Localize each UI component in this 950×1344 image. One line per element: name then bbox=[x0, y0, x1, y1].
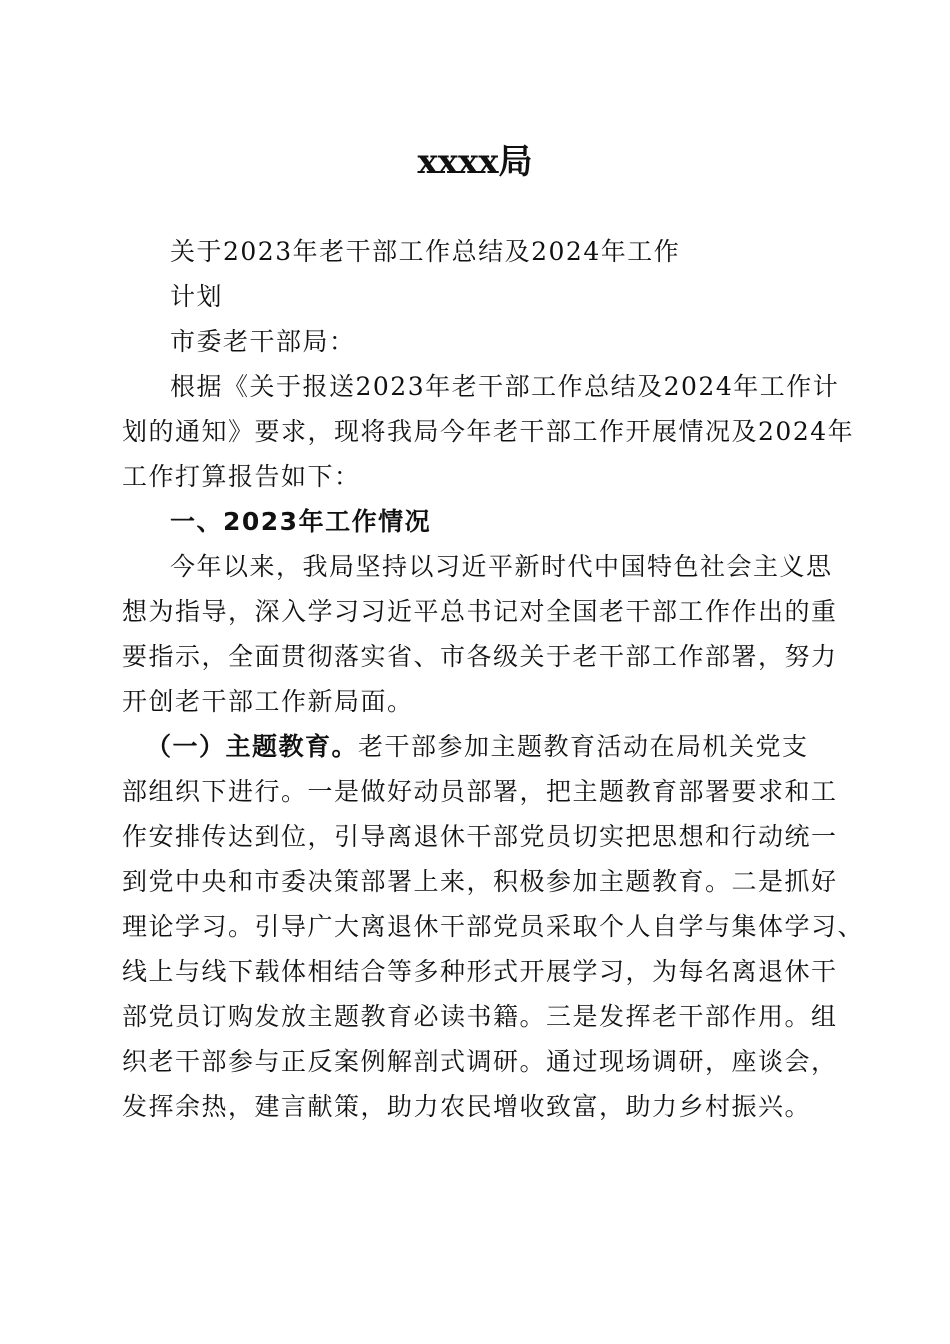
intro-line-2: 划的通知》要求，现将我局今年老干部工作开展情况及2024年 bbox=[122, 417, 855, 446]
intro-line-1: 根据《关于报送2023年老干部工作总结及2024年工作计 bbox=[170, 372, 840, 401]
sub-para-line-1 bbox=[146, 731, 809, 763]
section-para-line-2: 想为指导，深入学习习近平总书记对全国老干部工作作出的重 bbox=[122, 597, 838, 626]
sub-para-line-5: 理论学习。引导广大离退休干部党员采取个人自学与集体学习、 bbox=[122, 912, 865, 941]
sub-heading: （一）主题教育。 bbox=[146, 732, 359, 761]
section-para-line-4: 开创老干部工作新局面。 bbox=[122, 687, 414, 716]
section-para-line-3: 要指示，全面贯彻落实省、市各级关于老干部工作部署，努力 bbox=[122, 642, 838, 671]
section-para-line-1: 今年以来，我局坚持以习近平新时代中国特色社会主义思 bbox=[170, 552, 833, 581]
sub-para-line-7: 部党员订购发放主题教育必读书籍。三是发挥老干部作用。组 bbox=[122, 1002, 838, 1031]
subject-line-1: 关于2023年老干部工作总结及2024年工作 bbox=[170, 237, 681, 266]
sub-para-line-8: 织老干部参与正反案例解剖式调研。通过现场调研，座谈会， bbox=[122, 1047, 838, 1076]
sub-para-line-3: 作安排传达到位，引导离退休干部党员切实把思想和行动统一 bbox=[122, 822, 838, 851]
sub-para-line-4: 到党中央和市委决策部署上来，积极参加主题教育。二是抓好 bbox=[122, 867, 838, 896]
sub-para-line-9: 发挥余热，建言献策，助力农民增收致富，助力乡村振兴。 bbox=[122, 1092, 812, 1121]
intro-line-3: 工作打算报告如下： bbox=[122, 462, 361, 491]
sub-para-line-2: 部组织下进行。一是做好动员部署，把主题教育部署要求和工 bbox=[122, 777, 838, 806]
subject-line-2: 计划 bbox=[170, 282, 224, 311]
document-title: xxxx局 bbox=[417, 142, 533, 182]
section-heading: 一、2023年工作情况 bbox=[170, 507, 432, 536]
sub-para-line-6: 线上与线下载体相结合等多种形式开展学习，为每名离退休干 bbox=[122, 957, 838, 986]
sub-para-text: 老干部参加主题教育活动在局机关党支 bbox=[358, 732, 809, 761]
salutation: 市委老干部局： bbox=[170, 327, 356, 356]
